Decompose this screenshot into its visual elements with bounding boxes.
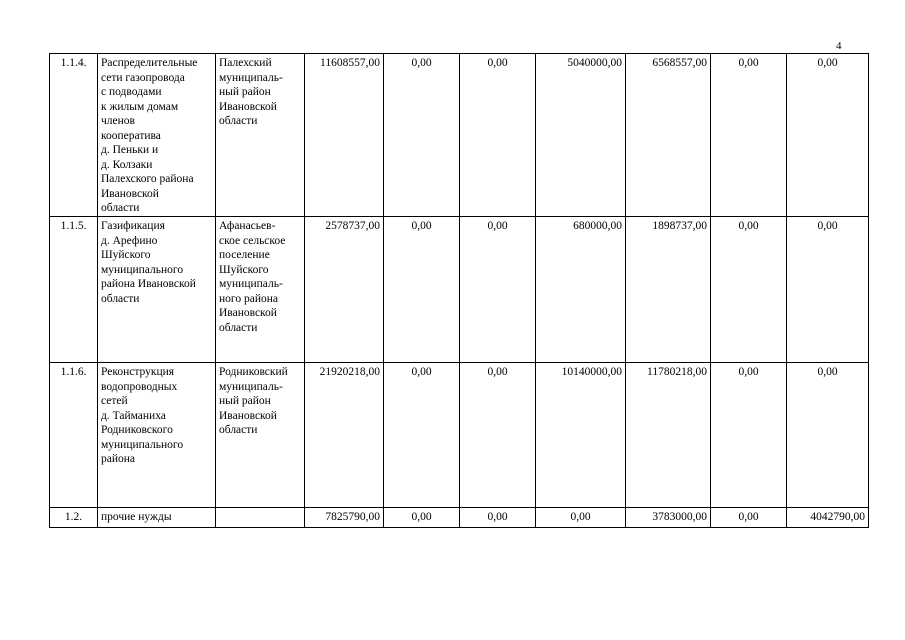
- value-cell: 4042790,00: [787, 508, 869, 528]
- value-cell: 680000,00: [536, 217, 626, 363]
- value-cell: 0,00: [460, 217, 536, 363]
- project-name: Распределительные сети газопровода с подводами к жилым домам членов кооператива д. Пеньки и д. Колзаки Палехского района Ивановской области: [101, 57, 198, 214]
- value-cell: 0,00: [384, 217, 460, 363]
- project-name: Реконструкция водопроводных сетей д. Тайманиха Родниковского муниципального района: [101, 366, 184, 465]
- budget-table: [49, 53, 869, 528]
- value-cell: 0,00: [711, 363, 787, 508]
- value-cell: 0,00: [711, 508, 787, 528]
- value-cell: 5040000,00: [536, 54, 626, 217]
- total-value: 7825790,00: [305, 508, 384, 528]
- executor-name: Палехский муниципаль- ный район Ивановской области: [219, 57, 283, 127]
- value-cell: 6568557,00: [626, 54, 711, 217]
- page-number: 4: [836, 40, 842, 52]
- executor-name: Родниковский муниципаль- ный район Ивановской области: [219, 366, 288, 436]
- value-cell: 1898737,00: [626, 217, 711, 363]
- total-value: 2578737,00: [305, 217, 384, 363]
- value-cell: 0,00: [536, 508, 626, 528]
- value-cell: 0,00: [711, 54, 787, 217]
- executor-name: Афанасьев- ское сельское поселение Шуйского муниципаль- ного района Ивановской области: [219, 220, 286, 334]
- value-cell: 0,00: [384, 508, 460, 528]
- table-row: [50, 217, 869, 363]
- table-row: [50, 54, 869, 217]
- value-cell: 0,00: [384, 363, 460, 508]
- table-row: [50, 363, 869, 508]
- value-cell: 0,00: [460, 363, 536, 508]
- project-name: Газификация д. Арефино Шуйского муниципального района Ивановской области: [101, 220, 196, 305]
- total-value: 21920218,00: [305, 363, 384, 508]
- row-number: 1.1.4.: [50, 54, 98, 217]
- value-cell: 11780218,00: [626, 363, 711, 508]
- table-row: [50, 508, 869, 528]
- row-number: 1.2.: [50, 508, 98, 528]
- value-cell: 3783000,00: [626, 508, 711, 528]
- value-cell: 0,00: [787, 54, 869, 217]
- value-cell: 0,00: [787, 363, 869, 508]
- row-number: 1.1.5.: [50, 217, 98, 363]
- project-name: прочие нужды: [101, 511, 172, 523]
- value-cell: 0,00: [384, 54, 460, 217]
- value-cell: 0,00: [787, 217, 869, 363]
- total-value: 11608557,00: [305, 54, 384, 217]
- value-cell: 0,00: [460, 54, 536, 217]
- value-cell: 0,00: [460, 508, 536, 528]
- row-number: 1.1.6.: [50, 363, 98, 508]
- value-cell: 0,00: [711, 217, 787, 363]
- value-cell: 10140000,00: [536, 363, 626, 508]
